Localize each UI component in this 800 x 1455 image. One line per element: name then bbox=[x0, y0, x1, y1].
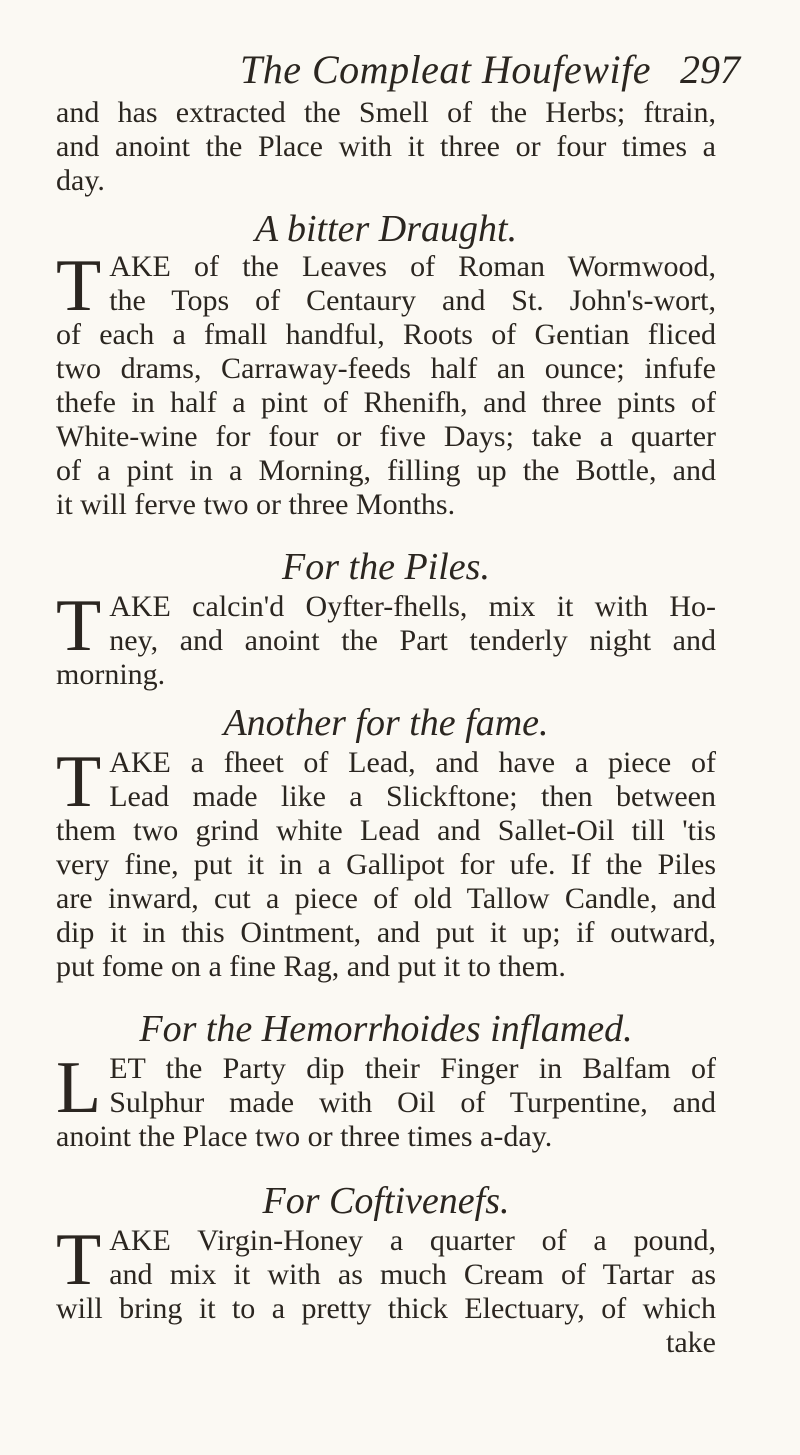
text-line: AKE a fheet of Lead, and have a piece of bbox=[109, 746, 716, 779]
catchword: take bbox=[666, 1326, 716, 1359]
drop-cap: T bbox=[56, 585, 102, 667]
text-line: it will ferve two or three Months. bbox=[56, 488, 456, 521]
drop-cap: L bbox=[56, 1047, 102, 1129]
text-line: very fine, put it in a Gallipot for ufe. If the Piles bbox=[56, 848, 716, 881]
drop-cap: T bbox=[56, 741, 102, 823]
recipe-text bbox=[56, 1047, 716, 1154]
text-line: two drams, Carraway-feeds half an ounce; infufe bbox=[56, 352, 716, 385]
recipe-heading: Another for the fame. bbox=[223, 702, 549, 744]
page-number: 297 bbox=[680, 47, 740, 92]
text-line: Sulphur made with Oil of Turpentine, and bbox=[109, 1086, 716, 1119]
text-line: the Tops of Centaury and St. John's-wort, bbox=[109, 284, 716, 317]
text-line: AKE Virgin-Honey a quarter of a pound, bbox=[109, 1224, 716, 1257]
recipe-text bbox=[56, 245, 716, 522]
text-line: and anoint the Place with it three or four times a bbox=[56, 130, 716, 163]
recipe-text bbox=[56, 585, 716, 692]
text-line: ET the Party dip their Finger in Balfam of bbox=[109, 1052, 716, 1085]
recipe-hemorrhoides-inflamed bbox=[56, 1008, 716, 1154]
recipe-text bbox=[56, 741, 716, 984]
text-line: ney, and anoint the Part tenderly night and bbox=[109, 624, 716, 657]
text-line: morning. bbox=[56, 658, 166, 691]
text-line: day. bbox=[56, 164, 105, 197]
text-line: of each a fmall handful, Roots of Gentian fliced bbox=[56, 318, 716, 351]
text-line: anoint the Place two or three times a-day. bbox=[56, 1120, 553, 1153]
recipe-heading: For the Hemorrhoides inflamed. bbox=[139, 1008, 633, 1050]
text-line: them two grind white Lead and Sallet-Oil till 'tis bbox=[56, 814, 716, 847]
recipe-text bbox=[56, 1219, 716, 1326]
recipe-heading: A bitter Draught. bbox=[254, 208, 518, 250]
text-line: and has extracted the Smell of the Herbs; ftrain, bbox=[56, 96, 716, 129]
text-line: Lead made like a Slickftone; then between bbox=[109, 780, 716, 813]
text-line: are inward, cut a piece of old Tallow Candle, and bbox=[56, 882, 716, 915]
drop-cap: T bbox=[56, 1219, 102, 1301]
text-line: of a pint in a Morning, filling up the Bottle, and bbox=[56, 454, 716, 487]
text-line: will bring it to a pretty thick Electuary, of which bbox=[56, 1292, 716, 1325]
text-line: White-wine for four or five Days; take a quarter bbox=[56, 420, 716, 453]
recipe-bitter-draught bbox=[56, 208, 716, 522]
recipe-costiveness bbox=[56, 1180, 716, 1360]
text-line: AKE calcin'd Oyfter-fhells, mix it with Ho- bbox=[109, 590, 716, 623]
drop-cap: T bbox=[56, 245, 102, 327]
text-line: AKE of the Leaves of Roman Wormwood, bbox=[109, 250, 716, 283]
running-head-title: The Compleat Houfewife bbox=[240, 47, 651, 92]
recipe-heading: For the Piles. bbox=[282, 546, 490, 588]
page-body bbox=[56, 96, 716, 1360]
intro-paragraph bbox=[56, 96, 716, 198]
text-line: dip it in this Ointment, and put it up; if outward, bbox=[56, 916, 716, 949]
text-line: thefe in half a pint of Rhenifh, and three pints of bbox=[56, 386, 716, 419]
text-line: and mix it with as much Cream of Tartar as bbox=[109, 1258, 716, 1291]
text-line: put fome on a fine Rag, and put it to them. bbox=[56, 950, 566, 983]
recipe-heading: For Coftivenefs. bbox=[262, 1180, 510, 1222]
recipe-another-for-the-same bbox=[56, 702, 716, 984]
recipe-piles bbox=[56, 546, 716, 692]
